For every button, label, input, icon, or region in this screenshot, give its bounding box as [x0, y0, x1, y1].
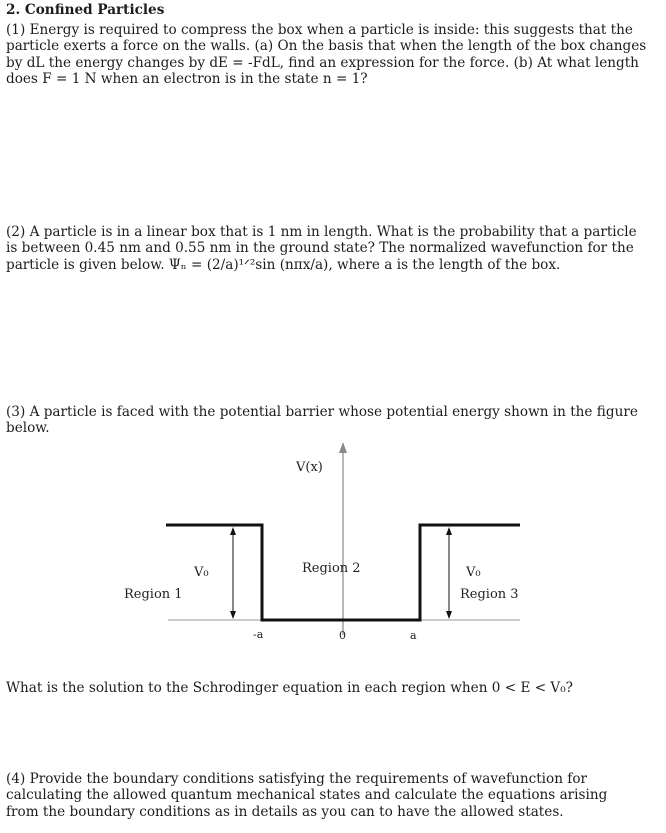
q3-line-1: (3) A particle is faced with the potential barrier whose potential energy shown in the figure: [6, 404, 638, 420]
q2-line-1: (2) A particle is in a linear box that is 1 nm in length. What is the probability that a particle: [6, 224, 637, 240]
v0-left-label: V₀: [194, 565, 209, 580]
question-4: [6, 771, 658, 820]
region-1-label: Region 1: [124, 587, 183, 602]
section-title: 2. Confined Particles: [6, 2, 165, 18]
tick-zero: 0: [339, 629, 346, 642]
tick-a: a: [410, 629, 417, 642]
question-3: [6, 404, 658, 437]
q4-line-3: from the boundary conditions as in details as you can to have the allowed states.: [6, 803, 564, 820]
q1-line-1: (1) Energy is required to compress the box when a particle is inside: this suggests that the: [6, 22, 633, 38]
v0-right-label: V₀: [466, 565, 481, 580]
v0-left-arrowhead-bottom: [230, 611, 236, 619]
q4-line-1: (4) Provide the boundary conditions satisfying the requirements of wavefunction for: [6, 771, 588, 787]
q1-line-4: does F = 1 N when an electron is in the state n = 1?: [6, 70, 368, 87]
region-2-label: Region 2: [302, 561, 361, 576]
v0-right-arrowhead-bottom: [446, 611, 452, 619]
q1-line-2: particle exerts a force on the walls. (a) On the basis that when the length of the box changes: [6, 38, 647, 55]
q4-line-2: calculating the allowed quantum mechanical states and calculate the equations arising: [6, 787, 608, 804]
tick-neg-a: -a: [253, 628, 264, 641]
v0-left-arrowhead-top: [230, 527, 236, 535]
region-3-label: Region 3: [460, 587, 519, 602]
q3-question: What is the solution to the Schrodinger equation in each region when 0 < E < V₀?: [6, 680, 573, 696]
v0-right-arrowhead-top: [446, 527, 452, 535]
q1-line-3: by dL the energy changes by dE = -FdL, find an expression for the force. (b) At what length: [6, 54, 639, 71]
question-1: [6, 22, 658, 87]
y-axis-arrowhead: [339, 442, 347, 453]
y-axis-label: V(x): [296, 460, 323, 475]
question-3-prompt: [6, 680, 658, 696]
question-2: [6, 224, 658, 273]
q2-line-2: is between 0.45 nm and 0.55 nm in the ground state? The normalized wavefunction for the: [6, 240, 634, 257]
q3-line-2: below.: [6, 420, 50, 437]
potential-barrier-figure: [0, 440, 666, 650]
q2-line-3: particle is given below. Ψₙ = (2/a)¹ᐟ²sin (nπx/a), where a is the length of the box.: [6, 256, 561, 273]
